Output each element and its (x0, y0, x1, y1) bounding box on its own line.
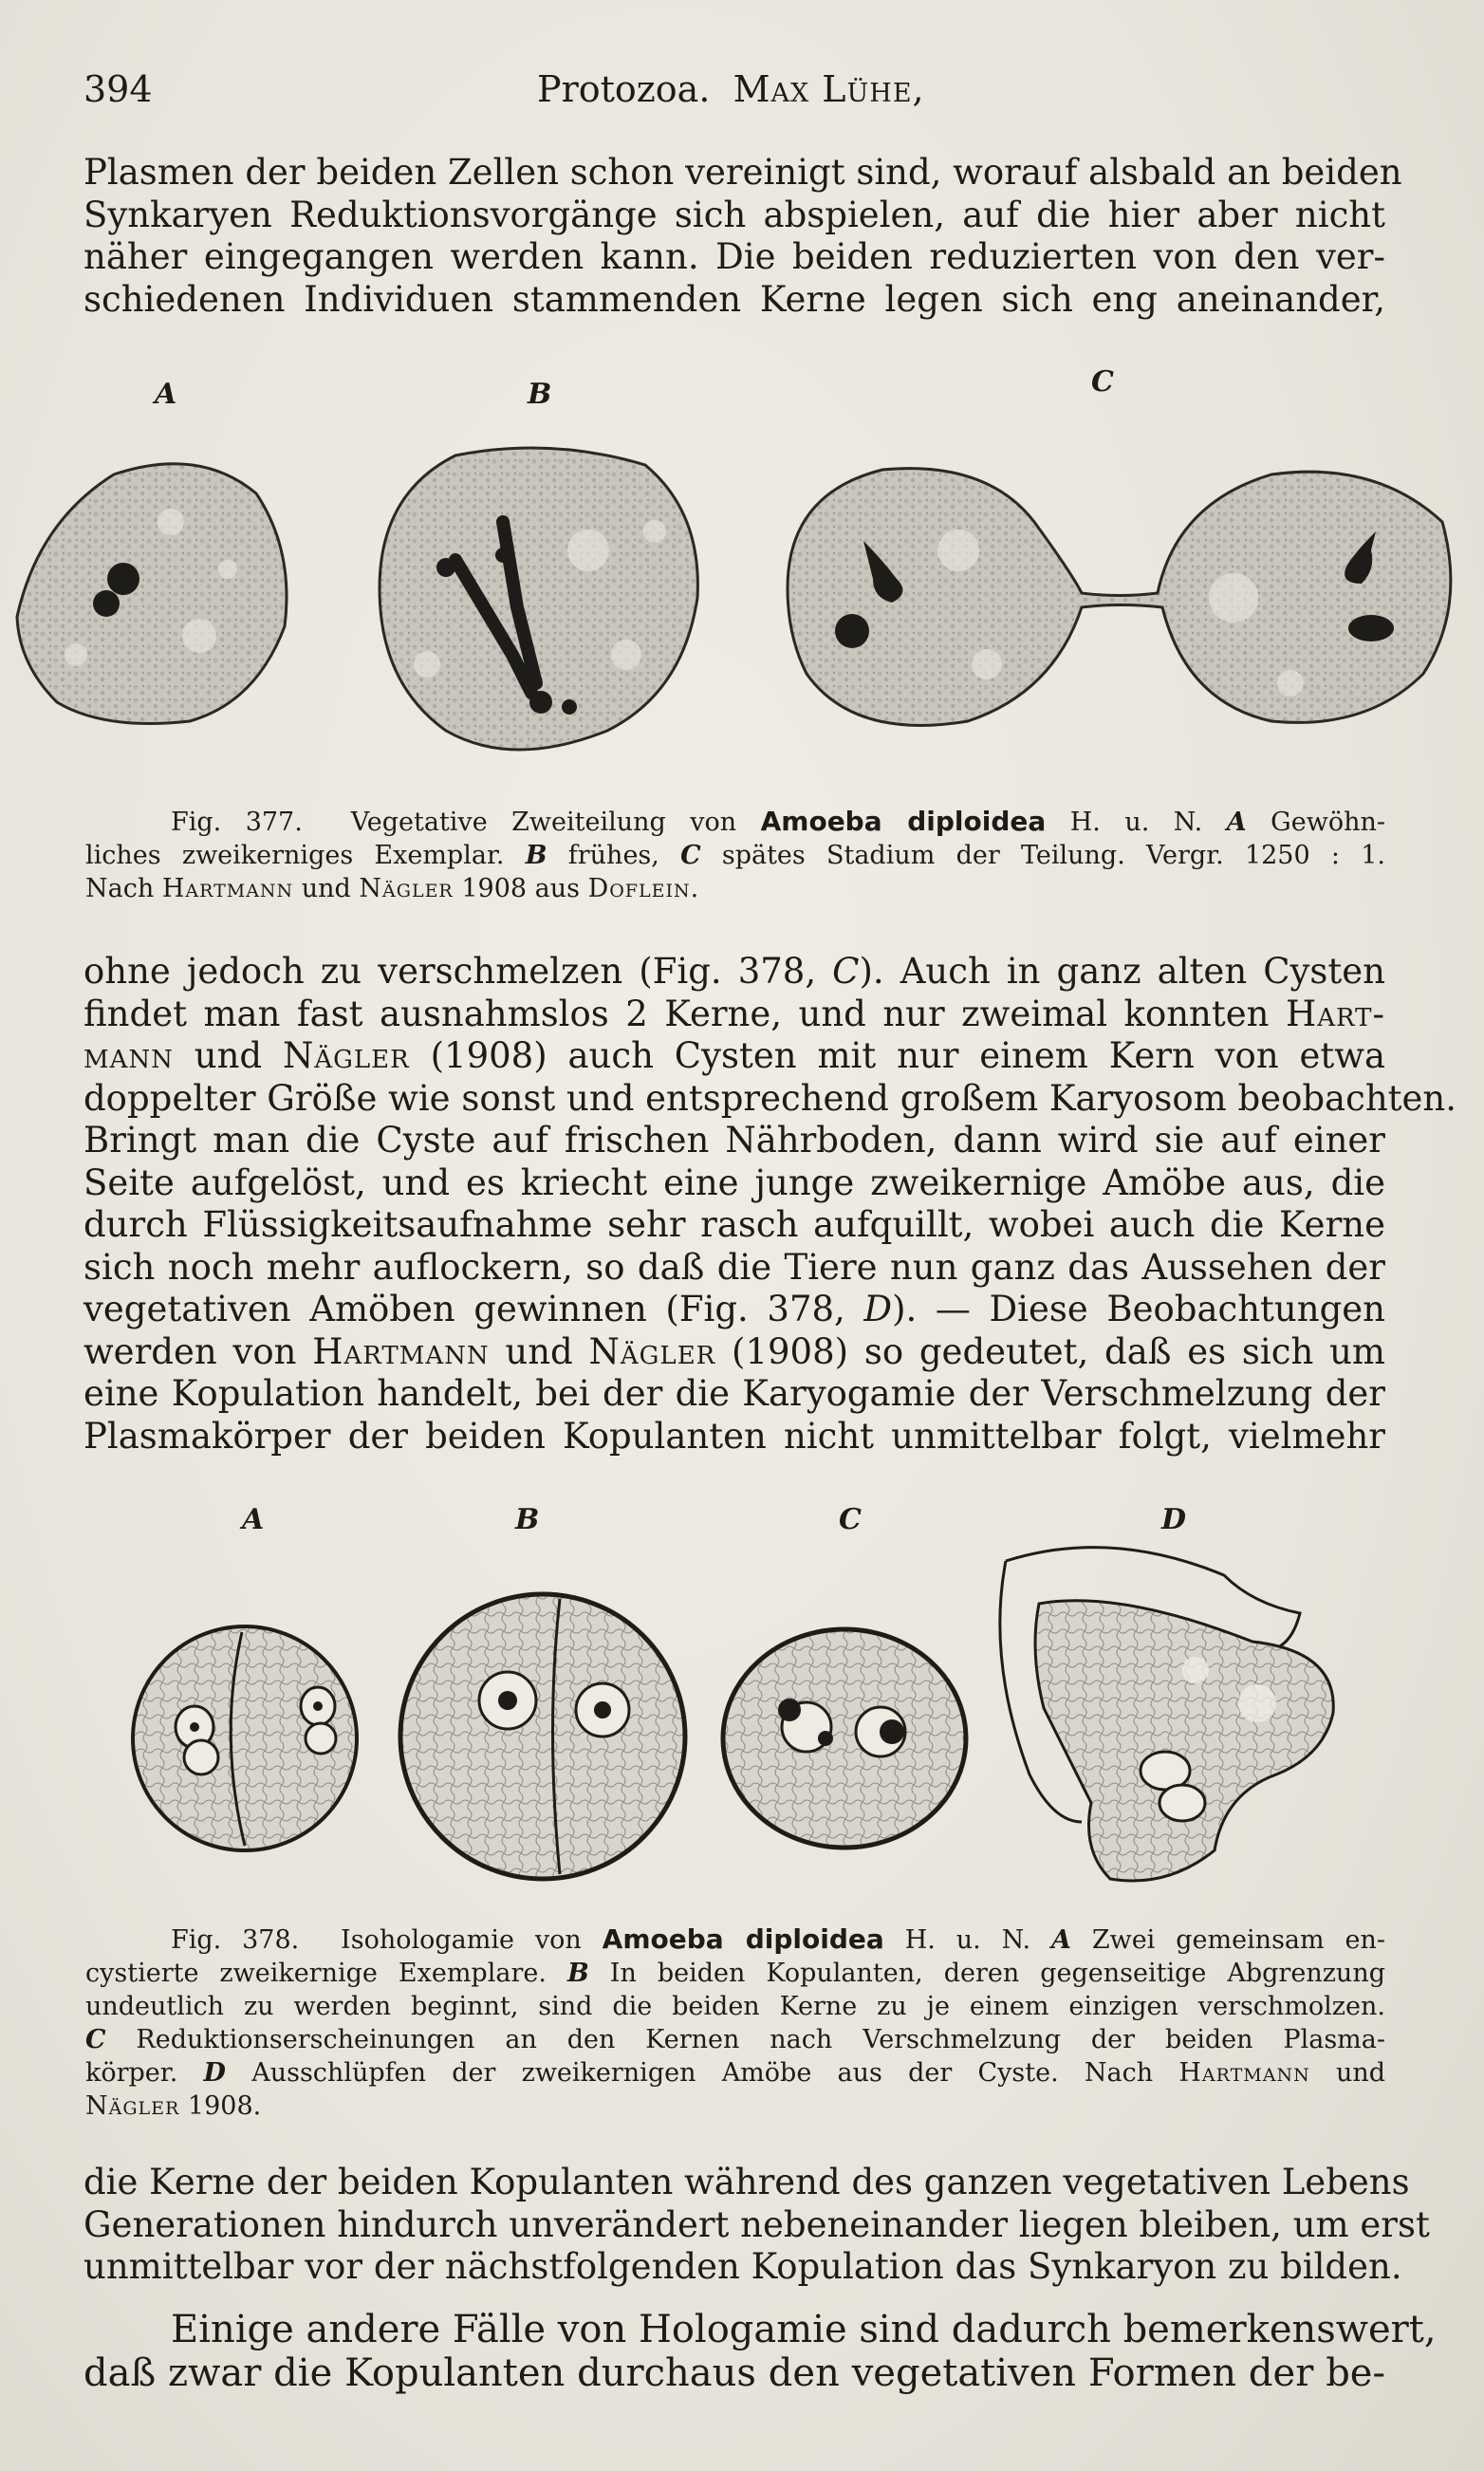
cyst-378-b (400, 1594, 685, 1879)
title-prefix: Protozoa. (537, 68, 711, 110)
text-line: doppelter Größe wie sonst und entsprechend großem Karyosom beobachten. (83, 1077, 1457, 1119)
caption-text: In beiden Kopulanten, deren gegenseitige Abgrenzung (609, 1959, 1385, 1988)
caption-text: spätes Stadium der Teilung. Vergr. 1250 : 1. (721, 841, 1385, 870)
amoeba-378-d (1000, 1548, 1333, 1881)
caption-text: frühes, (567, 841, 659, 870)
figure-label-c: C (1091, 365, 1114, 399)
text-line: schiedenen Individuen stammenden Kerne legen sich eng aneinander, (83, 278, 1385, 320)
text-line: Einige andere Fälle von Hologamie sind dadurch bemerkenswert, (171, 2308, 1437, 2351)
author-name: Nägler (85, 2091, 180, 2121)
figure-label-c: C (839, 1503, 862, 1536)
caption-label: D (203, 2058, 226, 2088)
cell-377-a (17, 464, 287, 724)
paragraph-2 (83, 951, 1457, 1458)
text-line: Generationen hindurch unverändert nebeneinander liegen bleiben, um erst (83, 2203, 1430, 2245)
caption-text: Reduktionserscheinungen an den Kernen nach Verschmelzung der beiden Plasma- (136, 2025, 1385, 2054)
caption-text: undeutlich zu werden beginnt, sind die beiden Kerne zu je einem einzigen verschmolzen. (85, 1992, 1385, 2021)
paragraph-1 (83, 152, 1402, 321)
author-name: Max Lühe, (733, 68, 925, 110)
figure-number: Fig. 378. (171, 1925, 300, 1955)
caption-text: Isohologamie von (341, 1925, 582, 1955)
species-name: Amoeba diploidea (760, 806, 1047, 837)
text-line: Plasmen der beiden Zellen schon vereinigt sind, worauf alsbald an beiden (83, 152, 1402, 193)
text-line: durch Flüssigkeitsaufnahme sehr rasch aufquillt, wobei auch die Kerne (83, 1204, 1385, 1245)
figure-378-drawing (0, 1537, 1484, 1898)
author-name: Doflein. (587, 874, 700, 903)
page-number: 394 (83, 68, 153, 110)
text-line: eine Kopulation handelt, bei der die Karyogamie der Verschmelzung der (83, 1373, 1385, 1414)
caption-text: und (1335, 2058, 1385, 2088)
figure-label-b: B (515, 1503, 540, 1536)
caption-label: A (1050, 1925, 1071, 1955)
caption-text: Zwei gemeinsam en- (1091, 1925, 1386, 1955)
figure-377-drawing (0, 418, 1484, 778)
text-line: findet man fast ausnahmslos 2 Kerne, und nur zweimal konnten Hart- (83, 993, 1385, 1034)
caption-text: cystierte zweikernige Exemplare. (85, 1959, 547, 1988)
author-name: Nägler (359, 874, 454, 903)
caption-text: 1908. (187, 2091, 262, 2121)
caption-text: Ausschlüpfen der zweikernigen Amöbe aus der Cyste. Nach (251, 2058, 1154, 2088)
figure-label-a: A (242, 1503, 265, 1536)
caption-label: B (525, 841, 547, 870)
figure-label-b: B (528, 378, 552, 411)
text-line: näher eingegangen werden kann. Die beiden reduzierten von den ver- (83, 236, 1385, 277)
figure-number: Fig. 377. (171, 808, 303, 837)
species-name: Amoeba diploidea (602, 1923, 884, 1955)
running-title (537, 68, 925, 110)
caption-label: C (85, 2025, 106, 2054)
text-line: vegetativen Amöben gewinnen (Fig. 378, D). — Diese Beobachtungen (83, 1289, 1385, 1329)
caption-text: H. u. N. (1069, 808, 1203, 837)
caption-label: C (680, 841, 701, 870)
figure-378-caption (85, 1923, 1386, 2123)
author-name: Hartmann (1178, 2058, 1310, 2088)
figure-label-d: D (1161, 1503, 1187, 1536)
caption-text: 1908 aus (461, 874, 580, 903)
text-line: die Kerne der beiden Kopulanten während des ganzen vegetativen Lebens (83, 2162, 1410, 2202)
text-line: werden von Hartmann und Nägler (1908) so gedeutet, daß es sich um (83, 1330, 1385, 1372)
text-line: unmittelbar vor der nächstfolgenden Kopulation das Synkaryon zu bilden. (83, 2246, 1402, 2287)
text-line: Bringt man die Cyste auf frischen Nährboden, dann wird sie auf einer (83, 1120, 1385, 1161)
cell-377-b (380, 448, 697, 750)
caption-text: und (301, 874, 351, 903)
caption-label: A (1226, 808, 1247, 837)
author-name: Hartmann (161, 874, 294, 903)
paragraph-4 (83, 2308, 1437, 2395)
cell-377-c (788, 469, 1451, 726)
text-line: mann und Nägler (1908) auch Cysten mit nur einem Kern von etwa (83, 1035, 1385, 1076)
cyst-378-c (723, 1629, 966, 1848)
cyst-378-a (133, 1626, 357, 1850)
text-line: Synkaryen Reduktionsvorgänge sich abspielen, auf die hier aber nicht (83, 194, 1385, 235)
figure-label-a: A (155, 378, 177, 411)
caption-text: körper. (85, 2058, 178, 2088)
text-line: ohne jedoch zu verschmelzen (Fig. 378, C). Auch in ganz alten Cysten (83, 951, 1385, 992)
caption-text: Vegetative Zweiteilung von (350, 808, 737, 837)
caption-text: H. u. N. (904, 1925, 1031, 1955)
caption-label: B (566, 1959, 589, 1988)
paragraph-3 (83, 2162, 1430, 2289)
text-line: Plasmakörper der beiden Kopulanten nicht unmittelbar folgt, vielmehr (83, 1415, 1385, 1457)
running-header (83, 68, 1401, 125)
caption-text: Nach (85, 874, 155, 903)
caption-text: liches zweikerniges Exemplar. (85, 841, 505, 870)
text-line: sich noch mehr auflockern, so daß die Tiere nun ganz das Aussehen der (83, 1246, 1385, 1288)
figure-377-caption (85, 805, 1385, 905)
text-line: daß zwar die Kopulanten durchaus den vegetativen Formen der be- (83, 2351, 1385, 2395)
caption-text: Gewöhn- (1271, 808, 1385, 837)
text-line: Seite aufgelöst, und es kriecht eine junge zweikernige Amöbe aus, die (83, 1161, 1385, 1203)
